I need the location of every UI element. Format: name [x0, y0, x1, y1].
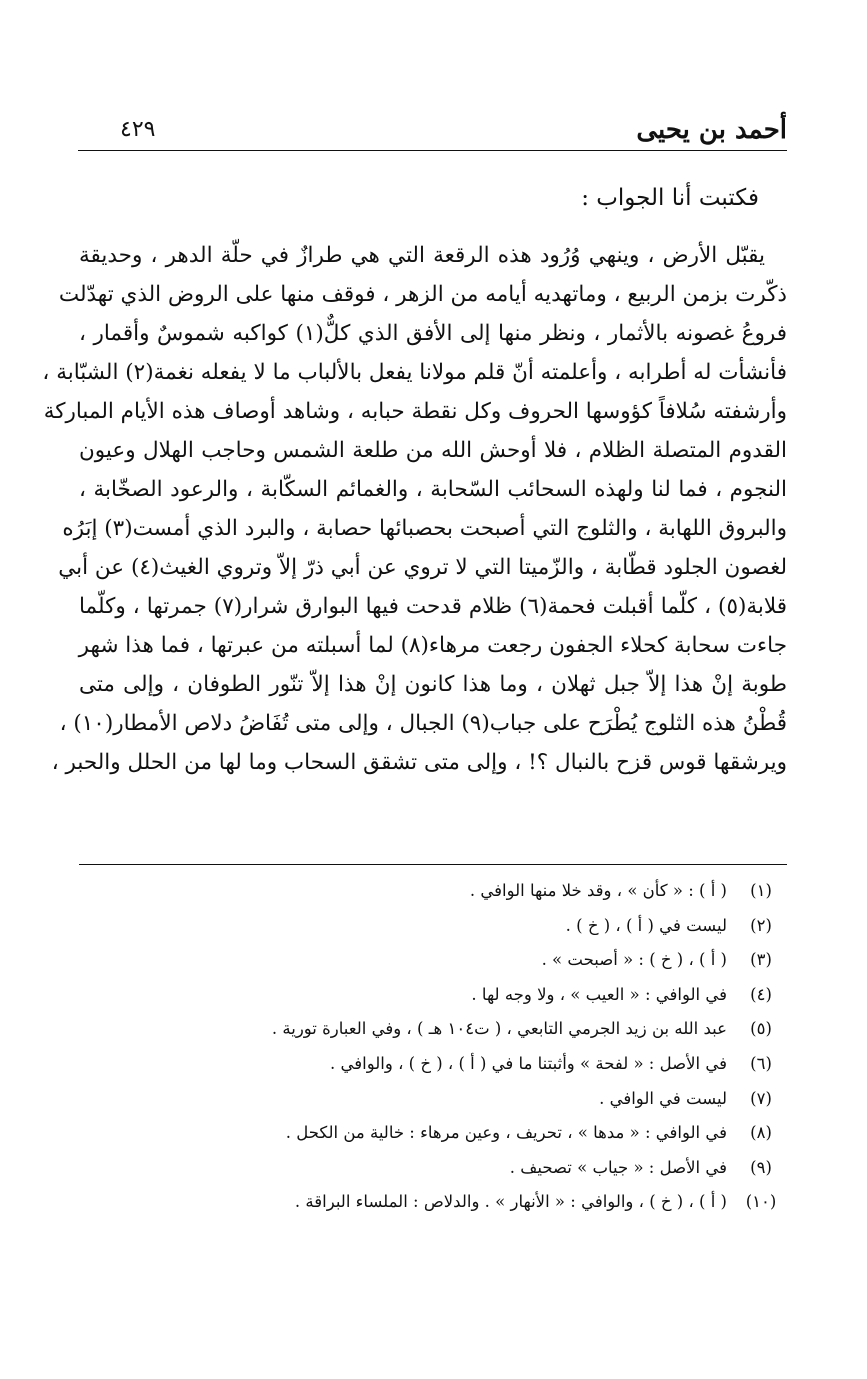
footnotes — [79, 874, 787, 1220]
intro-line: فكتبت أنا الجواب : — [581, 185, 759, 211]
footnote-separator — [79, 864, 787, 865]
footnote-text: ( أ ) ، ( خ ) : « أصبحت » . — [541, 950, 727, 970]
footnote-item — [79, 1082, 787, 1117]
body-line: يقبّل الأرض ، وينهي وُرُود هذه الرقعة التي هي طرازٌ في حلّة الدهر ، وحديقة — [79, 243, 765, 268]
body-line: جاءت سحابة كحلاء الجفون رجعت مرهاء(٨) لما أسبلته من عبرتها ، فما هذا شهر — [78, 633, 787, 658]
header-title: أحمد بن يحيى — [636, 115, 787, 145]
body-line: النجوم ، فما لنا ولهذه السحائب السّحابة ، والغمائم السكّابة ، والرعود الصخّابة ، — [79, 477, 787, 502]
body-line: قلابة(٥) ، كلّما أقبلت فحمة(٦) ظلام قدحت فيها البوارق شرار(٧) جمرتها ، وكلّما — [79, 594, 788, 619]
body-line: القدوم المتصلة الظلام ، فلا أوحش الله من طلعة الشمس وحاجب الهلال وعيون — [79, 438, 787, 463]
footnote-item — [79, 1185, 787, 1220]
footnote-text: ليست في الوافي . — [599, 1088, 727, 1108]
footnote-item — [79, 909, 787, 944]
footnote-text: في الأصل : « جياب » تصحيف . — [509, 1157, 727, 1177]
body-line: فأنشأت له أطرابه ، وأعلمته أنّ قلم مولانا يفعل بالألباب ما لا يفعله نغمة(٢) الشبّابة ، — [42, 360, 787, 385]
body-line: وأرشفته سُلافاً كؤوسها الحروف وكل نقطة حبابه ، وشاهد أوصاف هذه الأيام المباركة — [43, 399, 787, 424]
footnote-item — [79, 1047, 787, 1082]
body-line: والبروق اللهابة ، والثلوج التي أصبحت بحصبائها حصابة ، والبرد الذي أمست(٣) إبَرُه — [62, 516, 787, 541]
body-line: قُطْنُ هذه الثلوج يُطْرَح على جباب(٩) الجبال ، وإلى متى تُفَاضُ دلاص الأمطار(١٠) ، — [59, 711, 787, 736]
footnote-item — [79, 1151, 787, 1186]
footnote-number: (٢) — [750, 915, 772, 935]
footnote-number: (٩) — [750, 1157, 772, 1177]
footnote-number: (١) — [750, 881, 772, 900]
footnote-text: في الوافي : « العيب » ، ولا وجه لها . — [471, 984, 727, 1004]
footnote-text: في الوافي : « مدها » ، تحريف ، وعين مرهاء : خالية من الكحل . — [285, 1123, 727, 1143]
footnote-text: ( أ ) ، ( خ ) ، والوافي : « الأنهار » . والدلاص : الملساء البراقة . — [294, 1192, 727, 1212]
body-line: ويرشقها قوس قزح بالنبال ؟! ، وإلى متى تشقق السحاب وما لها من الحلل والحبر ، — [51, 750, 787, 775]
footnote-text: في الأصل : « لفحة » وأثبتنا ما في ( أ ) ، ( خ ) ، والوافي . — [330, 1053, 727, 1073]
body-line: طوبة إنْ هذا إلاّ جبل ثهلان ، وما هذا كانون إنْ هذا إلاّ تنّور الطوفان ، وإلى متى — [79, 672, 787, 697]
footnote-item — [79, 1116, 787, 1151]
footnote-item — [79, 978, 787, 1013]
running-header — [78, 112, 787, 151]
footnote-text: ( أ ) : « كأن » ، وقد خلا منها الوافي . — [469, 881, 727, 900]
body-text — [42, 236, 788, 782]
footnote-number: (٨) — [750, 1123, 772, 1143]
body-line: لغصون الجلود قطّابة ، والزّميتا التي لا تروي عن أبي ذرّ إلاّ وتروي الغيث(٤) عن أبي — [58, 555, 787, 580]
footnote-number: (٤) — [750, 984, 772, 1004]
footnote-number: (٥) — [750, 1019, 772, 1039]
body-line: ذكّرت بزمن الربيع ، وماتهديه أيامه من الزهر ، فوقف منها على الروض الذي تهدّلت — [58, 282, 787, 307]
footnote-number: (٦) — [750, 1053, 772, 1073]
page-number: ٤٢٩ — [120, 117, 156, 142]
footnote-number: (١٠) — [745, 1192, 777, 1212]
footnote-item — [79, 1012, 787, 1047]
footnote-text: عبد الله بن زيد الجرمي التابعي ، ( ت١٠٤ هـ ) ، وفي العبارة تورية . — [271, 1019, 727, 1039]
footnote-number: (٧) — [750, 1088, 772, 1108]
footnote-number: (٣) — [750, 950, 772, 970]
footnote-text: ليست في ( أ ) ، ( خ ) . — [565, 915, 727, 935]
body-line: فروعُ غصونه بالأثمار ، ونظر منها إلى الأفق الذي كلٌّ(١) كواكبه شموسٌ وأقمار ، — [79, 321, 787, 346]
footnote-item — [79, 943, 787, 978]
footnote-item — [79, 874, 787, 909]
